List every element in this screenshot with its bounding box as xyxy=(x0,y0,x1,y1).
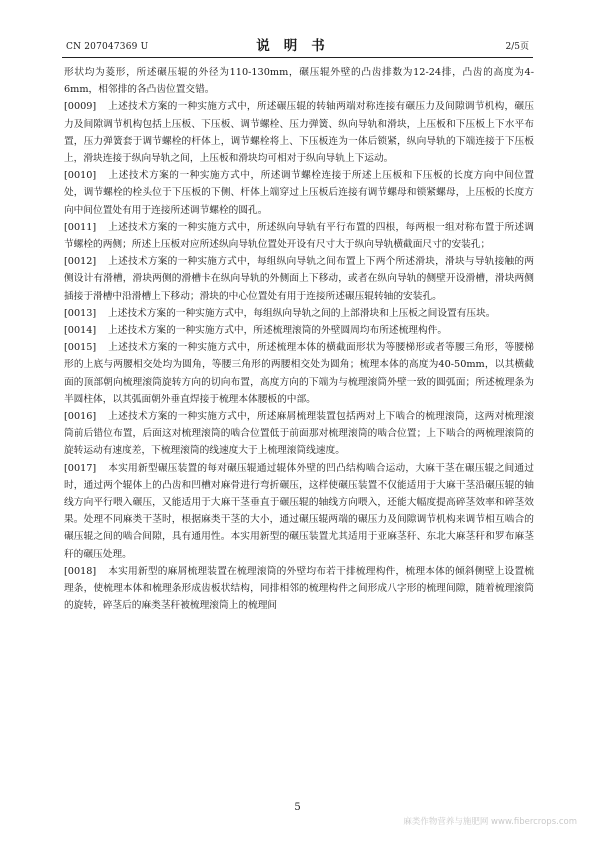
paragraph-number: [0016] xyxy=(64,411,97,423)
paragraph-text: 上述技术方案的一种实施方式中，所述梳理本体的横截面形状为等腰梯形或者等腰三角形，等腰梯形的上底与两腰相交处均为圆角，等腰三角形的两腰相交处为圆角；梳理本体的高度为40-50mm，以其横截面的顶部朝向梳理滚筒旋转方向的切向布置，高度方向的下端为与梳理滚筒外壁一致的圆弧面；所述梳理条为半圆柱体，以其弧面朝外垂直焊接于梳理本体腰板的中部。 xyxy=(64,342,534,405)
document-body xyxy=(64,64,534,615)
paragraph-number: [0018] xyxy=(64,565,97,577)
paragraph xyxy=(64,253,534,305)
paragraph-number: [0017] xyxy=(64,462,97,474)
paragraph xyxy=(64,339,534,408)
paragraph-text: 上述技术方案的一种实施方式中，所述麻屑梳理装置包括两对上下啮合的梳理滚筒，这两对梳理滚筒前后错位布置，后面这对梳理滚筒的啮合位置低于前面那对梳理滚筒的啮合位置；上下啮合的两梳理滚筒的旋转运动有速度差，下梳理滚筒的线速度大于上梳理滚筒线速度。 xyxy=(64,411,534,457)
paragraph-number: [0012] xyxy=(64,256,97,268)
paragraph-text: 上述技术方案的一种实施方式中，所述纵向导轨有平行布置的四根，每两根一组对称布置于所述调节螺栓的两侧；所述上压板对应所述纵向导轨位置处开设有尺寸大于纵向导轨横截面尺寸的安装孔； xyxy=(64,221,534,251)
header-rule xyxy=(62,57,533,58)
paragraph-number: [0009] xyxy=(64,101,97,113)
patent-number: CN 207047369 U xyxy=(66,42,149,52)
paragraph-text: 上述技术方案的一种实施方式中，所述碾压辊的转轴两端对称连接有碾压力及间隙调节机构，碾压力及间隙调节机构包括上压板、下压板、调节螺栓、压力弹簧、纵向导轨和滑块，上压板和下压板上下水平布置，压力弹簧套于调节螺栓的杆体上，调节螺栓将上、下压板连为一体后锁紧，纵向导轨的下端连接于下压板上，滑块连接于纵向导轨之间，上压板和滑块均可相对于纵向导轨上下运动。 xyxy=(64,101,534,165)
paragraph-number: [0013] xyxy=(64,307,97,319)
paragraph-text: 本实用新型的麻屑梳理装置在梳理滚筒的外壁均布若干排梳理构件，梳理本体的倾斜侧壁上设置梳理条，使梳理本体和梳理条形成齿板状结构，同排相邻的梳理构件之间形成八字形的梳理间隙，随着梳理滚筒的旋转，碎茎后的麻类茎秆被梳理滚筒上的梳理间 xyxy=(64,565,534,612)
paragraph-text: 上述技术方案的一种实施方式中，每组纵向导轨之间布置上下两个所述滑块，滑块与导轨接触的两侧设计有滑槽，滑块两侧的滑槽卡在纵向导轨的外侧面上下移动，或者在纵向导轨的侧壁开设滑槽，滑块两侧插接于滑槽中沿滑槽上下移动；滑块的中心位置处有用于连接所述碾压辊转轴的安装孔。 xyxy=(64,256,534,302)
paragraph-number: [0014] xyxy=(64,325,97,337)
paragraph-text: 上述技术方案的一种实施方式中，每组纵向导轨之间的上部滑块和上压板之间设置有压块。 xyxy=(108,307,496,319)
paragraph xyxy=(64,305,534,322)
paragraph xyxy=(64,322,534,339)
paragraph xyxy=(64,167,534,219)
paragraph xyxy=(64,460,534,563)
paragraph-text: 本实用新型碾压装置的每对碾压辊通过辊体外壁的凹凸结构啮合运动，大麻干茎在碾压辊之间通过时，通过两个辊体上的凸齿和凹槽对麻骨进行弯折碾压，这样使碾压装置不仅能适用于大麻干茎沿碾压辊的轴线方向平行喂入碾压，又能适用于大麻干茎垂直于碾压辊的轴线方向喂入，还能大幅度提高碎茎效率和碎茎效果。处理不同麻类干茎时，根据麻类干茎的大小，通过碾压辊两端的碾压力及间隙调节机构来调节相互啮合的碾压辊之间的啮合间隙，具有通用性。本实用新型的碾压装置尤其适用于亚麻茎秆、东北大麻茎秆和罗布麻茎秆的碾压处理。 xyxy=(64,462,534,560)
page-number: 5 xyxy=(294,802,301,813)
paragraph xyxy=(64,219,534,253)
paragraph xyxy=(64,408,534,460)
page-indicator: 2/5页 xyxy=(505,42,529,52)
paragraph-text: 上述技术方案的一种实施方式中，所述调节螺栓连接于所述上压板和下压板的长度方向中间位置处，调节螺栓的栓头位于下压板的下侧、杆体上端穿过上压板后连接有调节螺母和锁紧螺母，上压板的长度方向中间位置处有用于连接所述调节螺栓的圆孔。 xyxy=(64,170,534,216)
paragraph-number: [0015] xyxy=(64,342,97,354)
paragraph xyxy=(64,98,534,167)
paragraph-text: 形状均为菱形，所述碾压辊的外径为110-130mm，碾压辊外壁的凸齿排数为12-24排，凸齿的高度为4-6mm，相邻排的各凸齿位置交错。 xyxy=(64,67,534,96)
watermark-text: 麻类作物营养与施肥网 www.fibercrops.com xyxy=(403,817,577,827)
document-title: 说明书 xyxy=(256,38,339,54)
paragraph xyxy=(64,64,534,98)
paragraph-text: 上述技术方案的一种实施方式中，所述梳理滚筒的外壁圆周均布所述梳理构件。 xyxy=(108,325,448,337)
paragraph-number: [0010] xyxy=(64,170,97,182)
paragraph-number: [0011] xyxy=(64,221,97,233)
page-header xyxy=(66,30,529,56)
paragraph xyxy=(64,563,534,615)
